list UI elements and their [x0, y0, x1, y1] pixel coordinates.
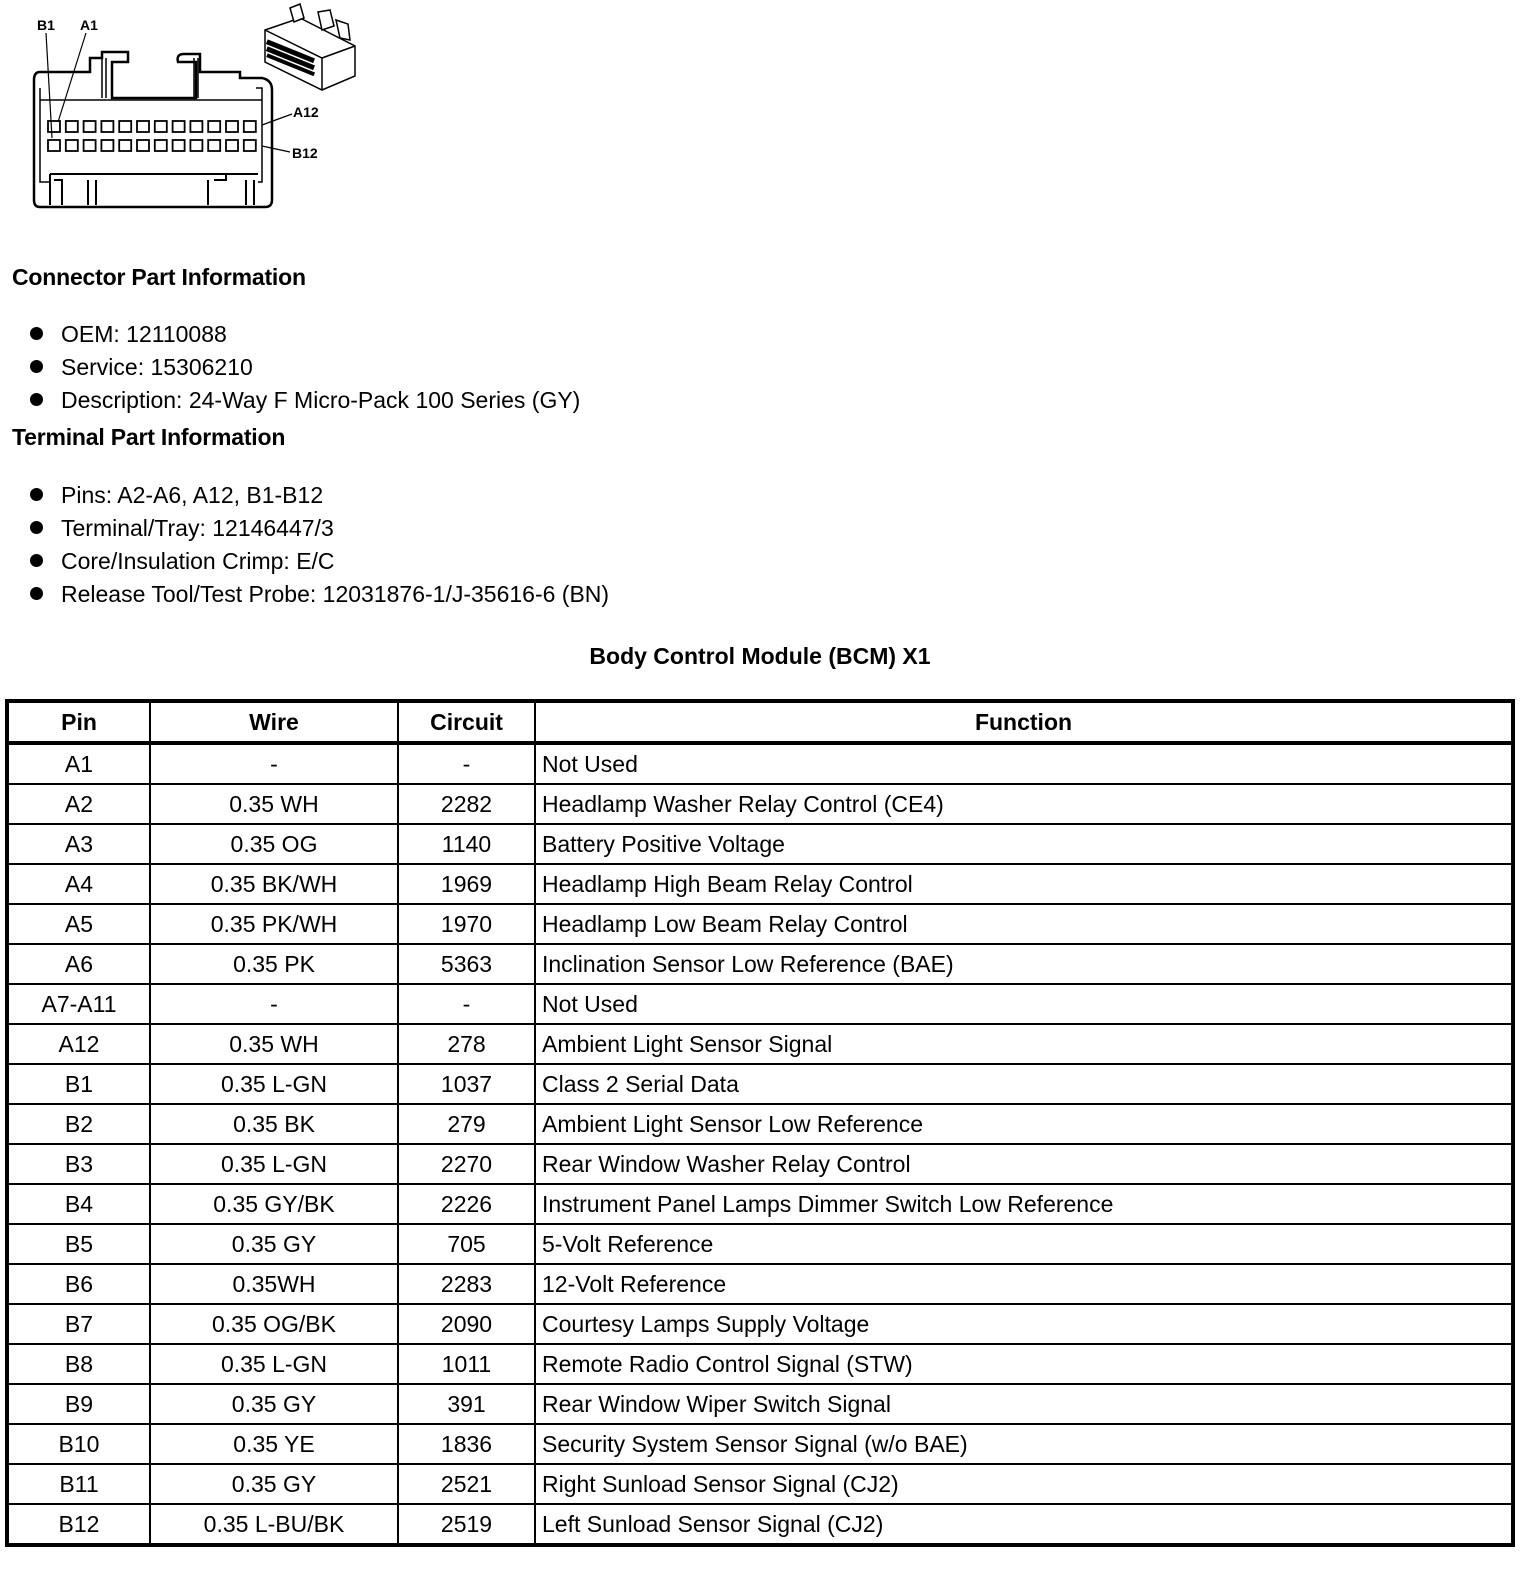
table-row [7, 1264, 1513, 1304]
cell-pin: A3 [7, 824, 150, 864]
pin-cavity [66, 121, 78, 132]
pin-cavity [190, 121, 202, 132]
connector-face-drawing [34, 52, 272, 207]
cell-wire: 0.35 L-GN [150, 1144, 398, 1184]
table-row [7, 1424, 1513, 1464]
cell-function: Security System Sensor Signal (w/o BAE) [535, 1424, 1513, 1464]
cell-wire: 0.35 L-GN [150, 1344, 398, 1384]
pinout-table [5, 699, 1515, 1547]
pin-label-a1: A1 [80, 17, 98, 33]
pin-cavity [226, 140, 238, 151]
cell-function: Ambient Light Sensor Signal [535, 1024, 1513, 1064]
terminal-part-info-list [30, 478, 609, 610]
bullet-icon [30, 393, 43, 406]
list-item [30, 478, 609, 511]
pin-cavity [173, 140, 185, 151]
cell-pin: B1 [7, 1064, 150, 1104]
cell-function: Headlamp High Beam Relay Control [535, 864, 1513, 904]
cell-circuit: 1969 [398, 864, 535, 904]
cell-circuit: 1970 [398, 904, 535, 944]
cell-wire: 0.35WH [150, 1264, 398, 1304]
cell-function: Inclination Sensor Low Reference (BAE) [535, 944, 1513, 984]
list-item-text: Description: 24-Way F Micro-Pack 100 Series (GY) [61, 386, 581, 413]
cell-pin: A5 [7, 904, 150, 944]
cell-pin: B7 [7, 1304, 150, 1344]
table-row [7, 1384, 1513, 1424]
pin-cavity [155, 121, 167, 132]
cell-circuit: 2270 [398, 1144, 535, 1184]
cell-function: Class 2 Serial Data [535, 1064, 1513, 1104]
pin-cavity [173, 121, 185, 132]
cell-circuit: 1011 [398, 1344, 535, 1384]
table-title: Body Control Module (BCM) X1 [589, 643, 931, 669]
cell-circuit: 2090 [398, 1304, 535, 1344]
cell-pin: B6 [7, 1264, 150, 1304]
cell-function: Left Sunload Sensor Signal (CJ2) [535, 1504, 1513, 1545]
connector-diagram [0, 0, 380, 220]
table-row [7, 824, 1513, 864]
table-row [7, 1144, 1513, 1184]
cell-circuit: 1037 [398, 1064, 535, 1104]
cell-wire: 0.35 BK/WH [150, 864, 398, 904]
cell-wire: 0.35 L-GN [150, 1064, 398, 1104]
cell-function: Not Used [535, 984, 1513, 1024]
cell-pin: B5 [7, 1224, 150, 1264]
table-row [7, 1344, 1513, 1384]
cell-circuit: 705 [398, 1224, 535, 1264]
cell-function: Battery Positive Voltage [535, 824, 1513, 864]
list-item-text: Pins: A2-A6, A12, B1-B12 [61, 481, 324, 508]
list-item-text: Terminal/Tray: 12146447/3 [61, 514, 334, 541]
pin-cavity [48, 140, 60, 151]
cell-circuit: 2519 [398, 1504, 535, 1545]
list-item-text: Core/Insulation Crimp: E/C [61, 547, 335, 574]
cell-wire: - [150, 743, 398, 784]
leader-lines [46, 33, 292, 152]
cell-circuit: 278 [398, 1024, 535, 1064]
pin-cavity [244, 140, 256, 151]
pin-cavity [137, 140, 149, 151]
cell-function: Headlamp Washer Relay Control (CE4) [535, 784, 1513, 824]
table-row [7, 944, 1513, 984]
cell-pin: A2 [7, 784, 150, 824]
bullet-icon [30, 327, 43, 340]
cell-wire: 0.35 WH [150, 1024, 398, 1064]
table-body [7, 743, 1513, 1545]
cell-function: 5-Volt Reference [535, 1224, 1513, 1264]
cell-pin: B9 [7, 1384, 150, 1424]
table-row [7, 1064, 1513, 1104]
table-row [7, 743, 1513, 784]
table-row [7, 904, 1513, 944]
pin-cavity [119, 140, 131, 151]
cell-circuit: 1836 [398, 1424, 535, 1464]
cell-circuit: - [398, 743, 535, 784]
cell-circuit: 279 [398, 1104, 535, 1144]
cell-pin: B10 [7, 1424, 150, 1464]
cell-circuit: 2282 [398, 784, 535, 824]
cell-wire: 0.35 GY [150, 1464, 398, 1504]
cell-function: Not Used [535, 743, 1513, 784]
cell-pin: B11 [7, 1464, 150, 1504]
column-header-circuit: Circuit [398, 701, 535, 743]
cell-function: Courtesy Lamps Supply Voltage [535, 1304, 1513, 1344]
cell-circuit: 5363 [398, 944, 535, 984]
pin-cavities [48, 121, 256, 151]
table-row [7, 784, 1513, 824]
list-item [30, 511, 609, 544]
terminal-part-info-heading: Terminal Part Information [12, 424, 286, 450]
list-item [30, 544, 609, 577]
pin-label-a12: A12 [293, 104, 319, 120]
pin-label-b1: B1 [37, 17, 55, 33]
cell-wire: 0.35 GY [150, 1224, 398, 1264]
connector-part-info-heading: Connector Part Information [12, 264, 306, 290]
cell-circuit: 2283 [398, 1264, 535, 1304]
table-row [7, 1464, 1513, 1504]
pin-label-b12: B12 [292, 145, 318, 161]
bullet-icon [30, 360, 43, 373]
cell-circuit: 2521 [398, 1464, 535, 1504]
cell-wire: 0.35 YE [150, 1424, 398, 1464]
table-row [7, 1104, 1513, 1144]
pin-cavity [155, 140, 167, 151]
pin-cavity [84, 121, 96, 132]
pin-cavity [48, 121, 60, 132]
list-item-text: Release Tool/Test Probe: 12031876-1/J-35616-6 (BN) [61, 580, 610, 607]
pin-cavity [66, 140, 78, 151]
table-row [7, 1504, 1513, 1545]
bullet-icon [30, 587, 43, 600]
cell-function: Headlamp Low Beam Relay Control [535, 904, 1513, 944]
cell-wire: 0.35 L-BU/BK [150, 1504, 398, 1545]
cell-pin: A7-A11 [7, 984, 150, 1024]
connector-isometric-icon [265, 4, 355, 90]
table-row [7, 1024, 1513, 1064]
cell-circuit: - [398, 984, 535, 1024]
cell-circuit: 1140 [398, 824, 535, 864]
cell-wire: 0.35 GY/BK [150, 1184, 398, 1224]
cell-pin: B8 [7, 1344, 150, 1384]
pin-cavity [101, 140, 113, 151]
table-row [7, 1304, 1513, 1344]
cell-function: Remote Radio Control Signal (STW) [535, 1344, 1513, 1384]
table-row [7, 864, 1513, 904]
list-item-text: Service: 15306210 [61, 353, 253, 380]
table-row [7, 1184, 1513, 1224]
list-item [30, 350, 580, 383]
list-item [30, 383, 580, 416]
pin-cavity [119, 121, 131, 132]
pin-cavity [226, 121, 238, 132]
bullet-icon [30, 521, 43, 534]
cell-circuit: 2226 [398, 1184, 535, 1224]
pin-cavity [190, 140, 202, 151]
pin-cavity [84, 140, 96, 151]
pin-cavity [208, 121, 220, 132]
list-item [30, 317, 580, 350]
cell-circuit: 391 [398, 1384, 535, 1424]
cell-wire: 0.35 WH [150, 784, 398, 824]
cell-pin: A1 [7, 743, 150, 784]
connector-part-info-list [30, 317, 580, 416]
list-item [30, 577, 609, 610]
cell-wire: 0.35 PK/WH [150, 904, 398, 944]
cell-pin: A4 [7, 864, 150, 904]
cell-wire: 0.35 BK [150, 1104, 398, 1144]
cell-pin: A12 [7, 1024, 150, 1064]
column-header-function: Function [535, 701, 1513, 743]
pin-cavity [208, 140, 220, 151]
table-header-row [7, 701, 1513, 743]
cell-wire: 0.35 PK [150, 944, 398, 984]
cell-pin: B2 [7, 1104, 150, 1144]
cell-pin: B3 [7, 1144, 150, 1184]
cell-function: Rear Window Wiper Switch Signal [535, 1384, 1513, 1424]
cell-function: 12-Volt Reference [535, 1264, 1513, 1304]
cell-wire: 0.35 GY [150, 1384, 398, 1424]
cell-pin: B12 [7, 1504, 150, 1545]
bullet-icon [30, 554, 43, 567]
list-item-text: OEM: 12110088 [61, 320, 227, 347]
table-row [7, 984, 1513, 1024]
cell-wire: 0.35 OG [150, 824, 398, 864]
cell-function: Ambient Light Sensor Low Reference [535, 1104, 1513, 1144]
pin-cavity [101, 121, 113, 132]
pin-cavity [137, 121, 149, 132]
cell-wire: 0.35 OG/BK [150, 1304, 398, 1344]
pin-cavity [244, 121, 256, 132]
cell-pin: A6 [7, 944, 150, 984]
bullet-icon [30, 488, 43, 501]
table-row [7, 1224, 1513, 1264]
cell-function: Instrument Panel Lamps Dimmer Switch Low Reference [535, 1184, 1513, 1224]
cell-wire: - [150, 984, 398, 1024]
column-header-pin: Pin [7, 701, 150, 743]
column-header-wire: Wire [150, 701, 398, 743]
cell-pin: B4 [7, 1184, 150, 1224]
cell-function: Right Sunload Sensor Signal (CJ2) [535, 1464, 1513, 1504]
cell-function: Rear Window Washer Relay Control [535, 1144, 1513, 1184]
